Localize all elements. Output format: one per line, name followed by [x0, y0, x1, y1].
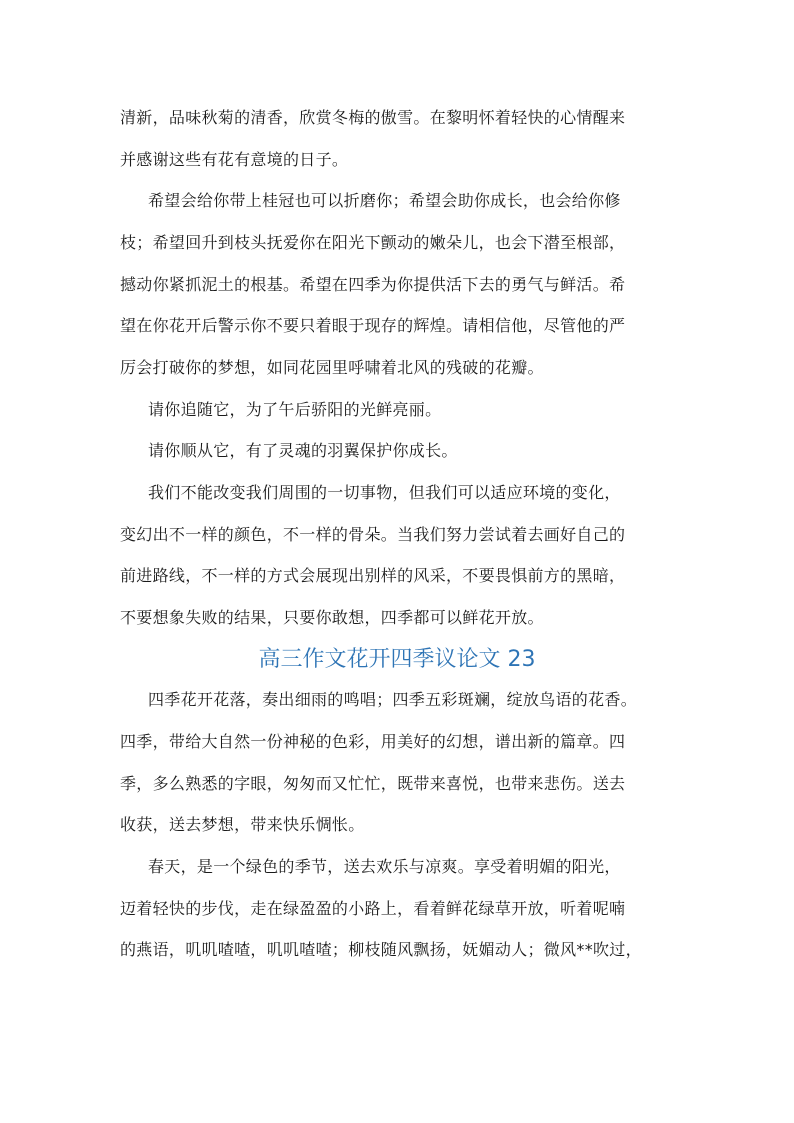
text-line: 望在你花开后警示你不要只着眼于现存的辉煌。请相信他，尽管他的严	[120, 316, 626, 335]
text-line: 枝；希望回升到枝头抚爱你在阳光下颤动的嫩朵儿，也会下潜至根部，	[120, 233, 626, 252]
text-line: 不要想象失败的结果，只要你敢想，四季都可以鲜花开放。	[120, 608, 544, 627]
text-line: 收获，送去梦想，带来快乐惆怅。	[120, 815, 365, 834]
text-line: 四季，带给大自然一份神秘的色彩，用美好的幻想，谱出新的篇章。四	[120, 732, 626, 751]
text-line: 迈着轻快的步伐，走在绿盈盈的小路上，看着鲜花绿草开放，听着呢喃	[120, 899, 626, 918]
text-line: 撼动你紧抓泥土的根基。希望在四季为你提供活下去的勇气与鲜活。希	[120, 275, 626, 294]
text-line: 请你顺从它，有了灵魂的羽翼保护你成长。	[148, 441, 458, 460]
text-line: 希望会给你带上桂冠也可以折磨你；希望会助你成长，也会给你修	[148, 191, 621, 210]
section-heading: 高三作文花开四季议论文 23	[258, 647, 536, 672]
text-line: 变幻出不一样的颜色，不一样的骨朵。当我们努力尝试着去画好自己的	[120, 525, 626, 544]
text-line: 的燕语，叽叽喳喳，叽叽喳喳；柳枝随风飘扬，妩媚动人；微风**吹过，	[120, 940, 642, 959]
text-line: 厉会打破你的梦想，如同花园里呼啸着北风的残破的花瓣。	[120, 358, 544, 377]
text-line: 前进路线，不一样的方式会展现出别样的风采，不要畏惧前方的黑暗，	[120, 566, 626, 585]
text-line: 并感谢这些有花有意境的日子。	[120, 150, 349, 169]
text-line: 四季花开花落，奏出细雨的鸣唱；四季五彩斑斓，绽放鸟语的花香。	[148, 690, 638, 709]
text-line: 春天，是一个绿色的季节，送去欢乐与凉爽。享受着明媚的阳光，	[148, 857, 621, 876]
text-line: 我们不能改变我们周围的一切事物，但我们可以适应环境的变化，	[148, 483, 621, 502]
text-line: 季，多么熟悉的字眼，匆匆而又忙忙，既带来喜悦，也带来悲伤。送去	[120, 774, 626, 793]
text-line: 清新，品味秋菊的清香，欣赏冬梅的傲雪。在黎明怀着轻快的心情醒来	[120, 108, 626, 127]
text-line: 请你追随它，为了午后骄阳的光鲜亮丽。	[148, 400, 442, 419]
